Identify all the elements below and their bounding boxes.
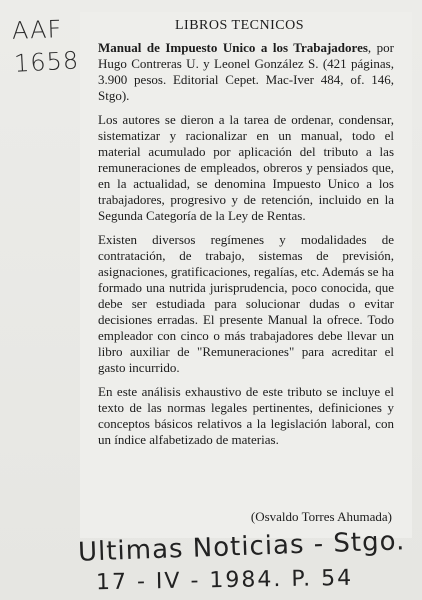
book-reference bbox=[98, 40, 394, 104]
section-title: LIBROS TECNICOS bbox=[175, 18, 304, 33]
handwritten-date: 17 - IV - 1984. P. 54 bbox=[95, 565, 354, 596]
book-details: , por Hugo Contreras U. y Leonel González S. (421 páginas, 3.900 pesos. Editorial Cepet. Mac-Iver 484, of. 146, Stgo). bbox=[98, 40, 394, 103]
archive-code-note: AAF bbox=[11, 15, 63, 45]
paragraph-2: Existen diversos regímenes y modalidades de contratación, de trabajo, sistemas de previsión, asignaciones, gratificaciones, regalías, etc. Además se ha formado una nutrida jurisprudencia, poco conocida, que debe ser estudiada para solucionar dudas o evitar decisiones erradas. El presente Manual la ofrece. Todo empleador con cinco o más trabajadores debe llevar un libro auxiliar de "Remuneraciones" para acreditar el gasto incurrido. bbox=[98, 232, 394, 375]
archive-number-note: 1658 bbox=[13, 46, 80, 78]
article-body bbox=[98, 40, 394, 456]
book-title: Manual de Impuesto Unico a los Trabajadores bbox=[98, 40, 368, 55]
paragraph-1: Los autores se dieron a la tarea de ordenar, condensar, sistematizar y racionalizar en un manual, todo el material acumulado por aplicación del tributo a las remuneraciones de empleados, obreros y pensiados que, en la actualidad, se denomina Impuesto Unico a los trabajadores, progresivo y de retención, incluido en la Segunda Categoría de la Ley de Rentas. bbox=[98, 112, 394, 223]
handwritten-source: Ultimas Noticias - Stgo. bbox=[77, 526, 406, 568]
article-author: (Osvaldo Torres Ahumada) bbox=[250, 509, 392, 524]
paragraph-3: En este análisis exhaustivo de este tributo se incluye el texto de las normas legales pertinentes, definiciones y conceptos básicos relativos a la legislación laboral, con un índice alfabetizado de materias. bbox=[98, 384, 394, 447]
